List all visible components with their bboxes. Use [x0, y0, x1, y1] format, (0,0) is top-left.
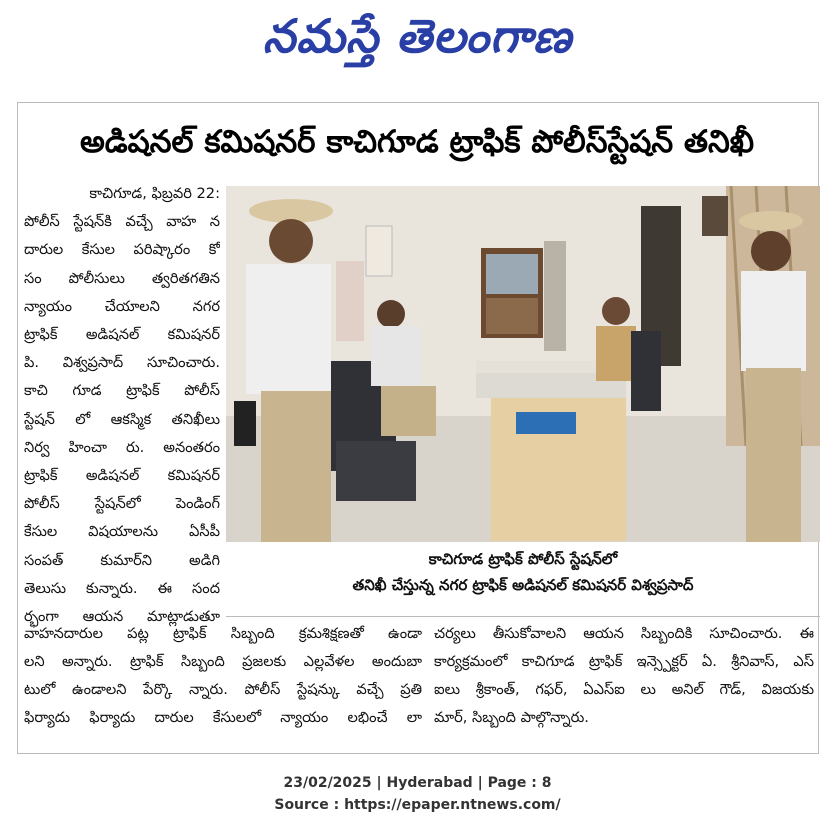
- body-line: నిర్వ హించా రు. అనంతరం: [24, 438, 220, 456]
- body-line: ట్రాఫిక్ అడిషనల్ కమిషనర్: [24, 326, 220, 344]
- body-line: స్టేషన్ లో ఆకస్మిక తనిఖీలు: [24, 410, 220, 428]
- article-headline: అడిషనల్ కమిషనర్ కాచిగూడ ట్రాఫిక్ పోలీస్‌స్టేషన్ తనిఖీ: [79, 124, 755, 160]
- body-line: చర్యలు తీసుకోవాలని ఆయన సిబ్బందికి సూచించారు. ఈ: [434, 625, 814, 642]
- body-line: కాచిగూడ, ఫిబ్రవరి 22:: [89, 185, 220, 202]
- body-line: పి. విశ్వప్రసాద్ సూచించారు.: [24, 354, 220, 372]
- masthead-logo: నమస్తే తెలంగాణ: [262, 9, 573, 63]
- body-line: న్యాయం చేయాలని నగర: [24, 297, 220, 315]
- body-line: కార్యక్రమంలో కాచిగూడ ట్రాఫిక్ ఇన్స్పెక్టర్ ఏ. శ్రీనివాస్, ఎస్: [434, 653, 814, 670]
- divider: [226, 616, 820, 617]
- body-line: మార్, సిబ్బంది పాల్గొన్నారు.: [434, 709, 589, 726]
- article-body-left-column: [24, 180, 220, 631]
- caption-line: కాచిగూడ ట్రాఫిక్ పోలీస్ స్టేషన్‌లో: [428, 550, 618, 568]
- body-line: లని అన్నారు. ట్రాఫిక్ సిబ్బంది ప్రజలకు ఎల్లవేళల అందుబా: [24, 653, 422, 670]
- photo-caption: [226, 546, 820, 610]
- footer-source: Source : https://epaper.ntnews.com/: [274, 797, 561, 813]
- body-line: పోలీస్ స్టేషన్‌కి వచ్చే వాహ న: [24, 213, 220, 231]
- news-photo: [226, 186, 820, 542]
- body-line: దారుల కేసుల పరిష్కారం కో: [24, 241, 220, 259]
- body-line: వాహనదారుల పట్ల ట్రాఫిక్ సిబ్బంది క్రమశిక్షణతో ఉండా: [24, 625, 422, 642]
- body-line: కేసుల విషయాలను ఏసీపీ: [24, 523, 220, 541]
- body-line: ఐలు శ్రీకాంత్, గఫర్, ఏఎస్ఐ లు అనిల్ గౌడ్, విజయకు: [434, 681, 814, 698]
- article-body-bottom-left: [24, 620, 422, 732]
- body-line: ర్భంగా ఆయన మాట్లాడుతూ: [24, 608, 220, 626]
- body-line: సంపత్ కుమార్‌ని అడిగి: [24, 551, 220, 569]
- body-line: పోలీస్ స్టేషన్‌లో పెండింగ్: [24, 495, 220, 513]
- caption-line: తనిఖీ చేస్తున్న నగర ట్రాఫిక్ అడిషనల్ కమిషనర్ విశ్వప్రసాద్: [352, 576, 694, 594]
- article-body-bottom-right: [434, 620, 814, 732]
- body-line: టులో ఉండాలని పేర్కొ న్నారు. పోలీస్ స్టేషన్కు వచ్చే ప్రతి: [24, 681, 422, 698]
- body-line: సం పోలీసులు త్వరితగతిన: [24, 269, 220, 287]
- footer-date-page: 23/02/2025 | Hyderabad | Page : 8: [283, 775, 552, 791]
- body-line: కాచి గూడ ట్రాఫిక్ పోలీస్: [24, 382, 220, 400]
- body-line: తెలుసు కున్నారు. ఈ సంద: [24, 579, 220, 597]
- body-line: ఫిర్యాదు ఫిర్యాదు దారుల కేసులలో న్యాయం లభించే లా: [24, 709, 422, 726]
- body-line: ట్రాఫిక్ అడిషనల్ కమిషనర్: [24, 467, 220, 485]
